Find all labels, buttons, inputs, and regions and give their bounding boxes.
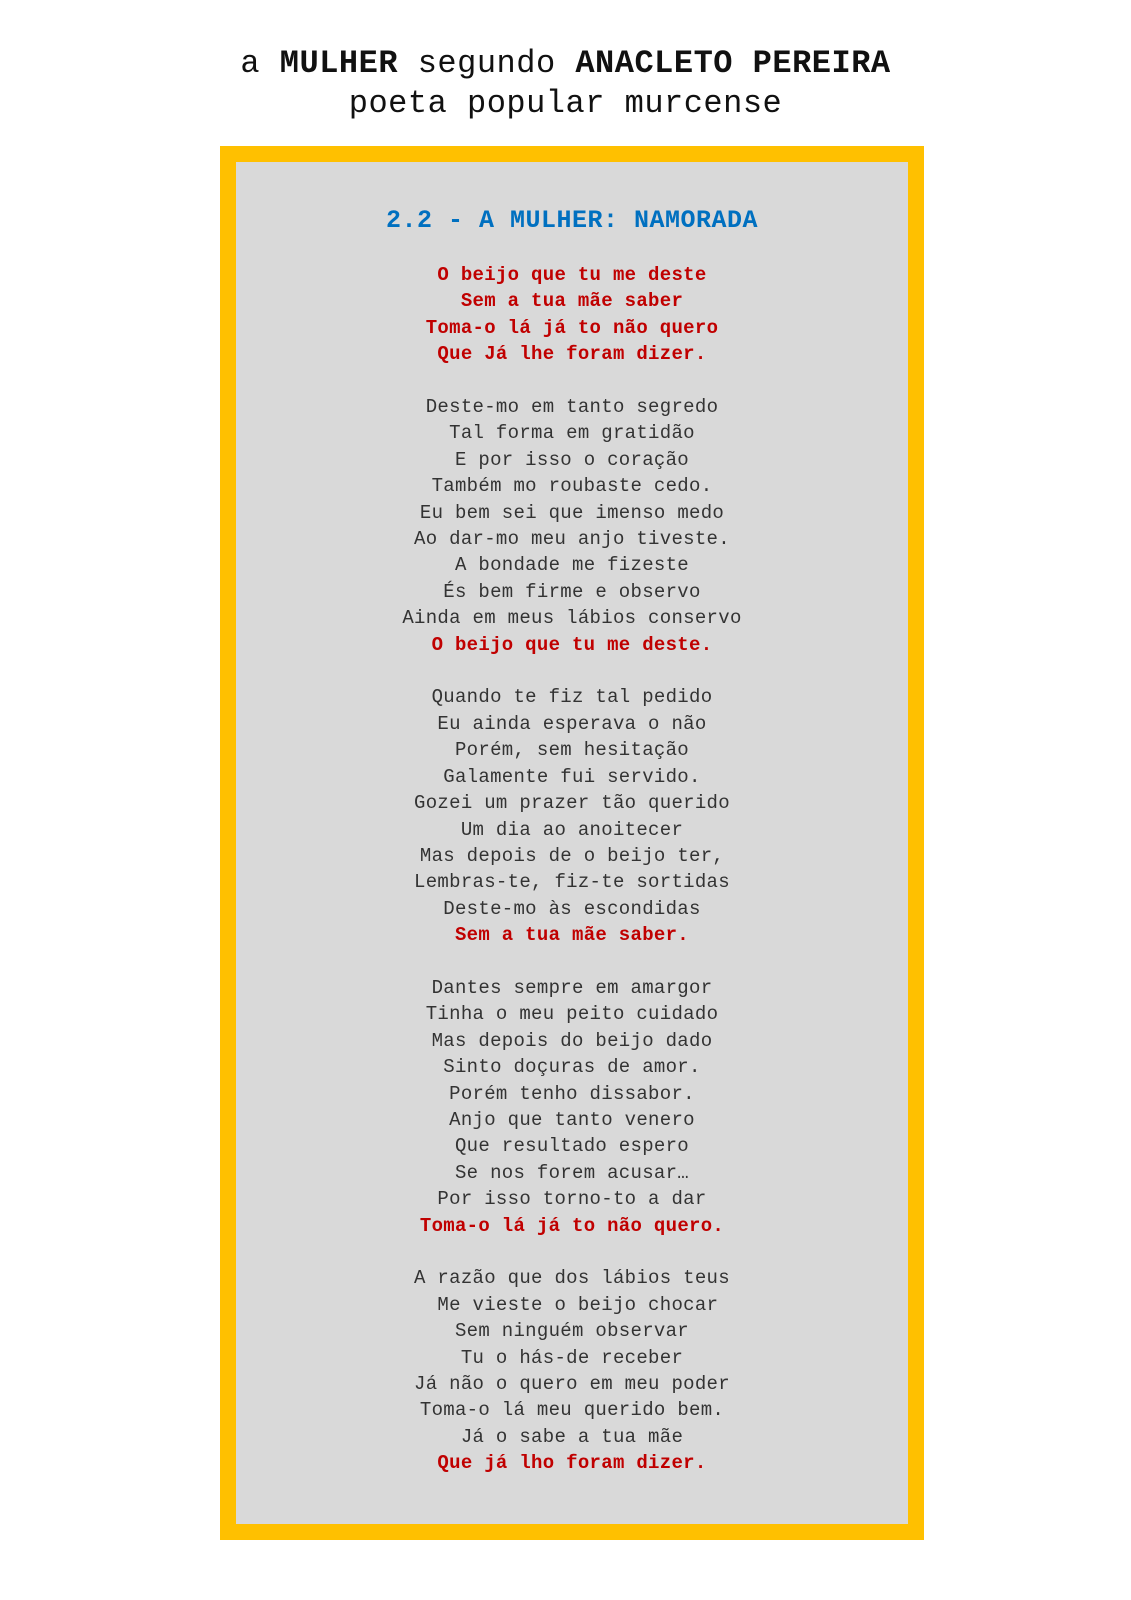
stanza-3 (236, 684, 908, 948)
header-author-name: ANACLETO PEREIRA (575, 45, 891, 82)
poem-line: A razão que dos lábios teus (414, 1267, 730, 1290)
poem-line: Se nos forem acusar… (454, 1161, 690, 1184)
poem-line: Ainda em meus lábios conservo (402, 607, 742, 630)
poem-line: Quando te fiz tal pedido (431, 686, 713, 709)
poem-line: Também mo roubaste cedo. (431, 475, 713, 498)
poem-line: Dantes sempre em amargor (431, 976, 713, 999)
poem-line: Mas depois do beijo dado (431, 1029, 713, 1052)
stanza-2 (236, 394, 908, 658)
poem-line: Sem ninguém observar (454, 1320, 690, 1343)
poem-line: Porém, sem hesitação (454, 739, 690, 762)
stanza-5 (236, 1265, 908, 1476)
poem-line: Por isso torno-to a dar (437, 1188, 707, 1211)
poem-line: Eu bem sei que imenso medo (419, 501, 725, 524)
poem-line: Um dia ao anoitecer (460, 818, 684, 841)
poem-line: Sinto doçuras de amor. (443, 1056, 701, 1079)
poem-line: O beijo que tu me deste. (431, 633, 713, 656)
header-word-segundo: segundo (417, 45, 556, 82)
header-subtitle: poeta popular murcense (348, 85, 783, 122)
poem-line: Que já lho foram dizer. (437, 1452, 707, 1475)
poem-line: Gozei um prazer tão querido (414, 792, 730, 815)
poem-line: Tinha o meu peito cuidado (425, 1003, 719, 1026)
poem (236, 262, 908, 1503)
poem-line: Me vieste o beijo chocar (425, 1293, 719, 1316)
poem-line: Já não o quero em meu poder (414, 1373, 730, 1395)
poem-line: Toma-o lá já to não quero (425, 316, 719, 339)
poem-line: Deste-mo em tanto segredo (425, 396, 719, 419)
poem-line: Porém tenho dissabor. (449, 1082, 695, 1105)
poem-line: Tal forma em gratidão (449, 422, 695, 445)
page-header (0, 44, 1131, 124)
section-title: 2.2 - A MULHER: NAMORADA (385, 206, 759, 235)
poem-line: Lembras-te, fiz-te sortidas (414, 871, 730, 894)
poem-line: Sem a tua mãe saber. (454, 924, 690, 947)
poem-line: E por isso o coração (454, 448, 690, 471)
poem-line: Toma-o lá já to não quero. (419, 1214, 725, 1237)
poem-line: Sem a tua mãe saber (460, 290, 684, 313)
header-title-line (0, 44, 1131, 84)
poem-line: Galamente fui servido. (443, 765, 701, 788)
poem-line: Eu ainda esperava o não (437, 712, 707, 735)
poem-line: Tu o hás-de receber (460, 1346, 684, 1369)
poem-line: Que resultado espero (454, 1135, 690, 1158)
poem-line: O beijo que tu me deste (437, 264, 707, 286)
poem-line: Que Já lhe foram dizer. (437, 343, 707, 366)
poem-line: Ao dar-mo meu anjo tiveste. (414, 528, 730, 551)
stanza-1 (236, 262, 908, 368)
poem-line: Deste-mo às escondidas (443, 897, 701, 920)
poem-line: Já o sabe a tua mãe (460, 1425, 684, 1448)
header-word-a: a (240, 45, 261, 82)
poem-frame (220, 146, 924, 1540)
poem-line: És bem firme e observo (443, 580, 701, 603)
poem-line: Toma-o lá meu querido bem. (419, 1399, 725, 1422)
poem-line: Anjo que tanto venero (449, 1108, 695, 1131)
poem-line: Mas depois de o beijo ter, (419, 844, 725, 867)
stanza-4 (236, 975, 908, 1239)
header-word-mulher: MULHER (279, 45, 399, 82)
poem-line: A bondade me fizeste (454, 554, 690, 577)
